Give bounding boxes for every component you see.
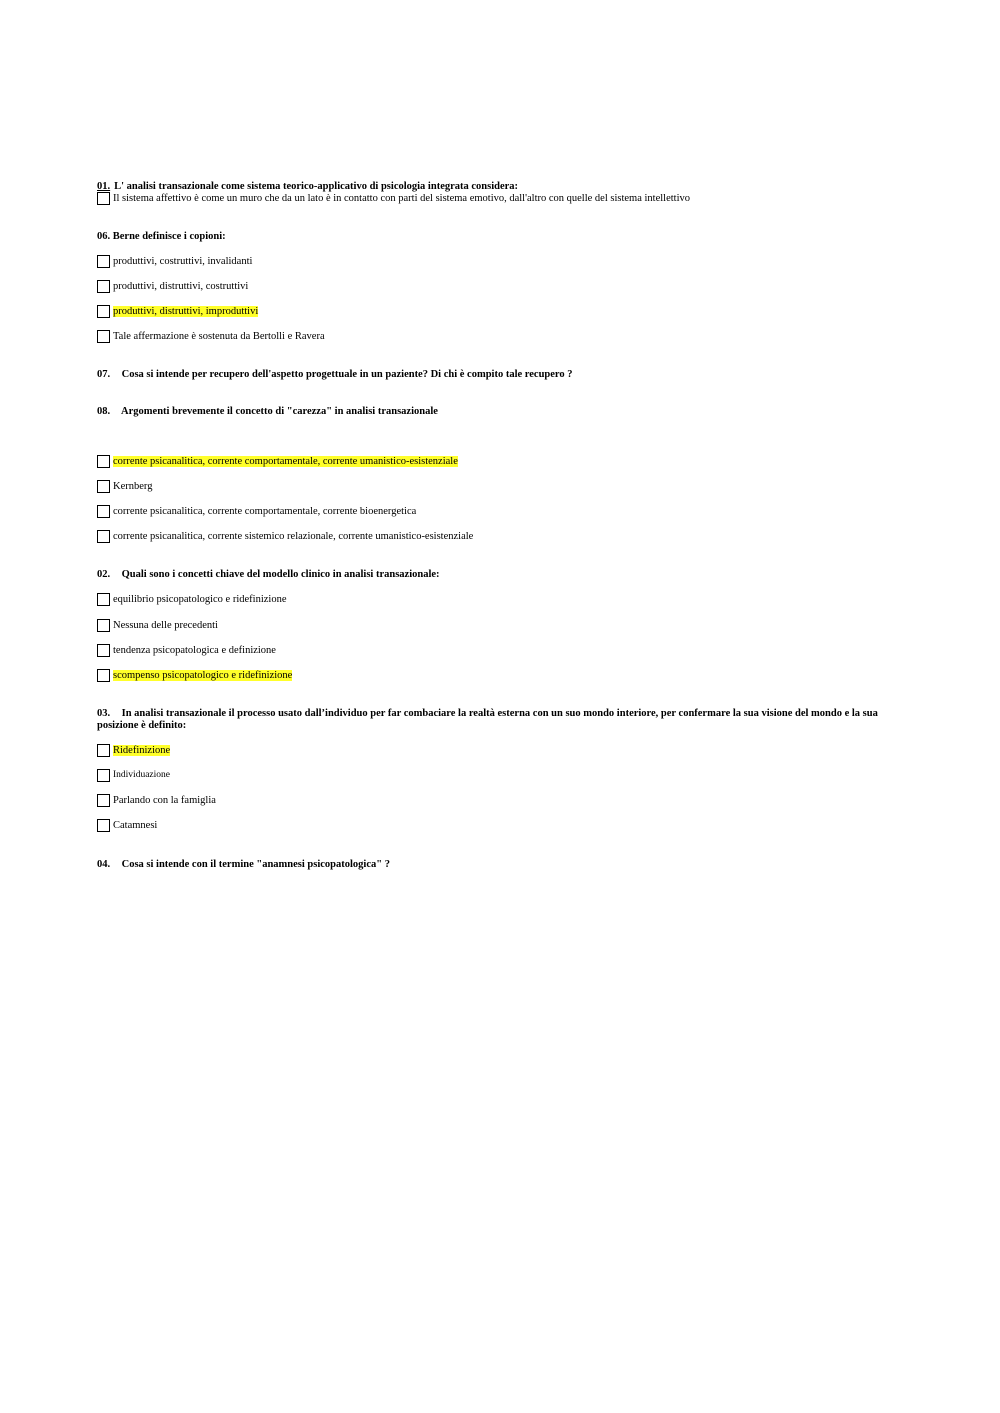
- question-text: Argomenti brevemente il concetto di "carezza" in analisi transazionale: [121, 406, 438, 417]
- checkbox[interactable]: [97, 769, 110, 782]
- question-text: Cosa si intende con il termine "anamnesi psicopatologica" ?: [121, 859, 390, 870]
- question-text: Quali sono i concetti chiave del modello clinico in analisi transazionale:: [121, 569, 440, 580]
- checkbox[interactable]: [97, 305, 110, 318]
- option-label: Il sistema affettivo è come un muro che da un lato è in contatto con parti del sistema emotivo, dall'altro con quelle del sistema intellettivo: [113, 192, 690, 204]
- question-04: [97, 859, 887, 871]
- checkbox[interactable]: [97, 644, 110, 657]
- option-label: Nessuna delle precedenti: [113, 619, 218, 631]
- question-text: Berne definisce i copioni:: [112, 231, 226, 242]
- checkbox[interactable]: [97, 744, 110, 757]
- answer-option-highlighted[interactable]: [97, 668, 292, 682]
- answer-option-highlighted[interactable]: [97, 304, 258, 318]
- answer-option[interactable]: [97, 279, 248, 293]
- question-number: 06.: [97, 231, 111, 242]
- option-label: corrente psicanalitica, corrente comportamentale, corrente umanistico-esistenziale: [113, 455, 458, 467]
- checkbox[interactable]: [97, 455, 110, 468]
- answer-option[interactable]: [97, 592, 287, 606]
- answer-option[interactable]: [97, 254, 252, 268]
- checkbox[interactable]: [97, 669, 110, 682]
- checkbox[interactable]: [97, 619, 110, 632]
- question-08: [97, 406, 887, 418]
- checkbox[interactable]: [97, 530, 110, 543]
- checkbox[interactable]: [97, 593, 110, 606]
- option-label: equilibrio psicopatologico e ridefinizione: [113, 593, 287, 605]
- question-text: In analisi transazionale il processo usato dall’individuo per far combaciare la realtà esterna con un suo mondo interiore, per confermare la sua visione del mondo e la sua posizione è definito:: [97, 708, 878, 731]
- checkbox[interactable]: [97, 192, 110, 205]
- option-label: Ridefinizione: [113, 744, 171, 756]
- option-label: produttivi, distruttivi, costruttivi: [113, 280, 249, 292]
- option-label: Parlando con la famiglia: [113, 794, 216, 806]
- option-label: corrente psicanalitica, corrente comportamentale, corrente bioenergetica: [113, 505, 417, 517]
- question-number: 02.: [97, 569, 111, 580]
- option-label: produttivi, distruttivi, improduttivi: [113, 305, 259, 317]
- checkbox[interactable]: [97, 330, 110, 343]
- answer-option-highlighted[interactable]: [97, 743, 170, 757]
- question-number: 08.: [97, 406, 111, 417]
- option-label: scompenso psicopatologico e ridefinizione: [113, 669, 293, 681]
- question-number: 03.: [97, 708, 111, 719]
- option-label: corrente psicanalitica, corrente sistemico relazionale, corrente umanistico-esistenziale: [113, 530, 474, 542]
- answer-option[interactable]: [97, 479, 152, 493]
- answer-option[interactable]: [97, 793, 216, 807]
- checkbox[interactable]: [97, 505, 110, 518]
- answer-option[interactable]: [97, 818, 157, 832]
- answer-option[interactable]: [97, 643, 276, 657]
- question-06: [97, 231, 887, 243]
- checkbox[interactable]: [97, 819, 110, 832]
- checkbox[interactable]: [97, 255, 110, 268]
- question-07: [97, 369, 887, 381]
- question-text: Cosa si intende per recupero dell'aspetto progettuale in un paziente? Di chi è compito tale recupero ?: [121, 369, 573, 380]
- option-label: Individuazione: [113, 770, 170, 780]
- answer-option[interactable]: [97, 529, 473, 543]
- checkbox[interactable]: [97, 480, 110, 493]
- checkbox[interactable]: [97, 794, 110, 807]
- option-label: Catamnesi: [113, 819, 158, 831]
- option-label: Tale affermazione è sostenuta da Bertolli e Ravera: [113, 330, 325, 342]
- question-number: 07.: [97, 369, 111, 380]
- answer-option[interactable]: [97, 504, 416, 518]
- option-label: tendenza psicopatologica e definizione: [113, 644, 276, 656]
- answer-option[interactable]: [97, 618, 218, 632]
- answer-option-highlighted[interactable]: [97, 454, 458, 468]
- question-number: 01.: [97, 181, 111, 192]
- option-label: Kernberg: [113, 480, 153, 492]
- option-label: produttivi, costruttivi, invalidanti: [113, 255, 253, 267]
- question-03: [97, 708, 887, 732]
- answer-option[interactable]: [97, 768, 170, 782]
- question-02: [97, 569, 887, 581]
- answer-option[interactable]: [97, 329, 325, 343]
- answer-option[interactable]: [97, 191, 690, 205]
- checkbox[interactable]: [97, 280, 110, 293]
- question-number: 04.: [97, 859, 111, 870]
- question-text: L' analisi transazionale come sistema teorico-applicativo di psicologia integrata considera:: [114, 181, 519, 192]
